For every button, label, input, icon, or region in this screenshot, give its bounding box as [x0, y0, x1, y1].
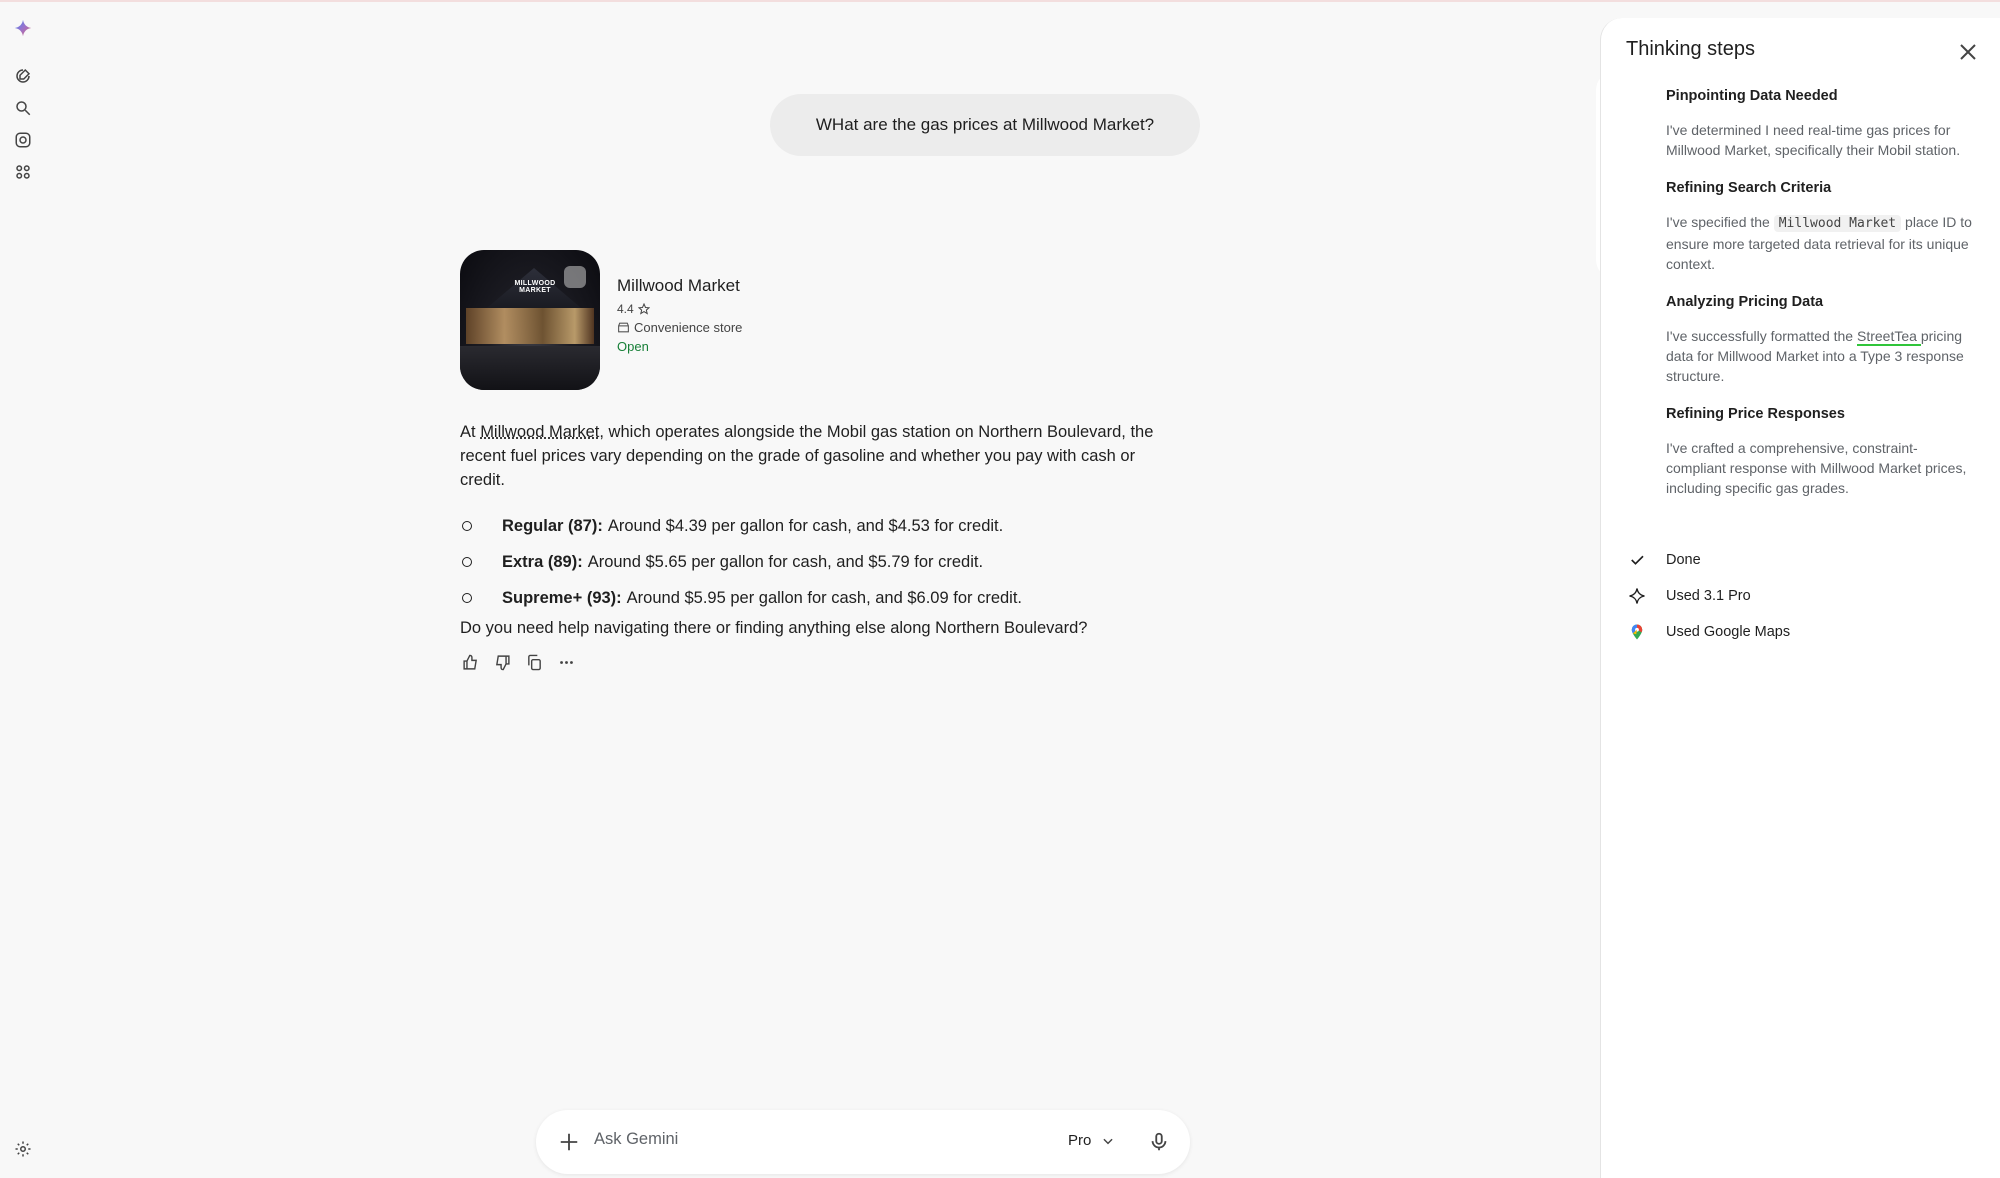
- rating-value: 4.4: [617, 302, 634, 316]
- user-message-text: WHat are the gas prices at Millwood Market?: [815, 115, 1155, 134]
- place-link[interactable]: Millwood Market: [480, 423, 600, 441]
- model-selector[interactable]: [1068, 1132, 1115, 1149]
- status-model: [1626, 578, 1976, 614]
- answer-suffix: , which operates alongside the Mobil gas station on Northern Boulevard, the recent fuel prices vary depending on the grade of gasoline and whether you pay with cash or credit.: [460, 423, 1154, 489]
- list-item: [460, 508, 1180, 544]
- status-done-label: Done: [1666, 552, 1701, 568]
- list-item: [460, 544, 1180, 580]
- step-body: I've determined I need real-time gas prices for Millwood Market, specifically their Mobil station.: [1666, 122, 1961, 158]
- status-tool-label: Used Google Maps: [1666, 624, 1791, 640]
- copy-icon[interactable]: [524, 652, 544, 672]
- thinking-step: [1666, 294, 1976, 386]
- step-title: Refining Price Responses: [1666, 406, 1845, 422]
- panel-title: Thinking steps: [1626, 38, 1755, 60]
- chat-area: [46, 0, 1600, 1178]
- step-body-pre: I've successfully formatted the: [1666, 328, 1857, 344]
- answer-prefix: At: [460, 423, 481, 441]
- settings-icon[interactable]: [12, 1138, 34, 1160]
- search-icon[interactable]: [12, 97, 34, 119]
- photo-sign: MILLWOOD MARKET: [514, 280, 556, 294]
- thinking-steps-panel: [1600, 18, 2000, 1178]
- place-name[interactable]: Millwood Market: [617, 276, 740, 295]
- microphone-icon[interactable]: [1148, 1131, 1170, 1153]
- price-text: Around $5.95 per gallon for cash, and $6.09 for credit.: [626, 588, 1023, 607]
- status-tool: [1626, 614, 1976, 650]
- chevron-down-icon: [1101, 1134, 1115, 1148]
- thumbs-up-icon[interactable]: [460, 652, 480, 672]
- step-title: Pinpointing Data Needed: [1666, 88, 1838, 104]
- apps-icon[interactable]: [12, 161, 34, 183]
- step-body-post: pricing data for Millwood Market into a Type 3 response structure.: [1666, 328, 1964, 384]
- spellcheck-highlight[interactable]: StreetTea: [1856, 328, 1921, 344]
- place-rating: [617, 302, 742, 316]
- step-body-post: place ID to ensure more targeted data retrieval for its unique context.: [1666, 214, 1972, 272]
- category-label: Convenience store: [634, 320, 743, 335]
- price-list: [460, 508, 1180, 616]
- answer-paragraph: [460, 420, 1180, 492]
- step-title: Refining Search Criteria: [1666, 180, 1832, 196]
- place-category: [617, 320, 742, 335]
- left-rail: [0, 0, 46, 1178]
- code-snippet: Millwood Market: [1774, 215, 1901, 232]
- gemini-logo-icon[interactable]: [12, 17, 34, 39]
- place-info: [617, 276, 742, 354]
- followup-question: Do you need help navigating there or finding anything else along Northern Boulevard?: [460, 619, 1088, 637]
- thinking-step: [1666, 180, 1976, 274]
- user-message-bubble: [770, 94, 1200, 156]
- grade-label: Regular (87):: [502, 516, 603, 535]
- status-list: [1626, 542, 1976, 650]
- status-done: [1626, 542, 1976, 578]
- price-text: Around $4.39 per gallon for cash, and $4.53 for credit.: [607, 516, 1004, 535]
- sparkle-icon: [1626, 585, 1648, 607]
- step-body-pre: I've specified the: [1666, 214, 1774, 230]
- new-chat-icon[interactable]: [12, 65, 34, 87]
- google-maps-icon: [1626, 621, 1648, 643]
- status-model-label: Used 3.1 Pro: [1666, 588, 1751, 604]
- step-body: [1666, 326, 1976, 386]
- grade-label: Supreme+ (93):: [502, 588, 622, 607]
- step-title: Analyzing Pricing Data: [1666, 294, 1824, 310]
- step-body: [1666, 212, 1976, 274]
- thumbs-down-icon[interactable]: [492, 652, 512, 672]
- photo-storefront: [466, 308, 594, 344]
- prompt-input[interactable]: [594, 1130, 994, 1149]
- save-place-button[interactable]: [564, 266, 586, 288]
- price-text: Around $5.65 per gallon for cash, and $5.79 for credit.: [587, 552, 984, 571]
- close-icon[interactable]: [1956, 40, 1980, 64]
- response-actions: [460, 652, 576, 672]
- place-card[interactable]: [460, 250, 860, 390]
- gem-icon[interactable]: [12, 129, 34, 151]
- bullet-circle: [462, 521, 472, 531]
- checkmark-icon: [1626, 549, 1648, 571]
- place-photo[interactable]: [460, 250, 600, 390]
- add-attachment-icon[interactable]: [558, 1131, 580, 1153]
- star-icon: [638, 303, 650, 315]
- prompt-input-bar: [536, 1110, 1190, 1174]
- open-status: Open: [617, 339, 649, 354]
- list-item: [460, 580, 1180, 616]
- thinking-step: [1666, 406, 1976, 498]
- step-body: I've crafted a comprehensive, constraint-compliant response with Millwood Market prices, including specific gas grades.: [1666, 440, 1967, 496]
- more-options-icon[interactable]: [556, 652, 576, 672]
- thinking-step: [1666, 88, 1976, 160]
- bullet-circle: [462, 557, 472, 567]
- bullet-circle: [462, 593, 472, 603]
- store-icon: [617, 321, 630, 334]
- model-label: Pro: [1068, 1132, 1092, 1149]
- grade-label: Extra (89):: [502, 552, 583, 571]
- thinking-steps-list: [1666, 88, 1976, 518]
- photo-parking-lot: [460, 346, 600, 390]
